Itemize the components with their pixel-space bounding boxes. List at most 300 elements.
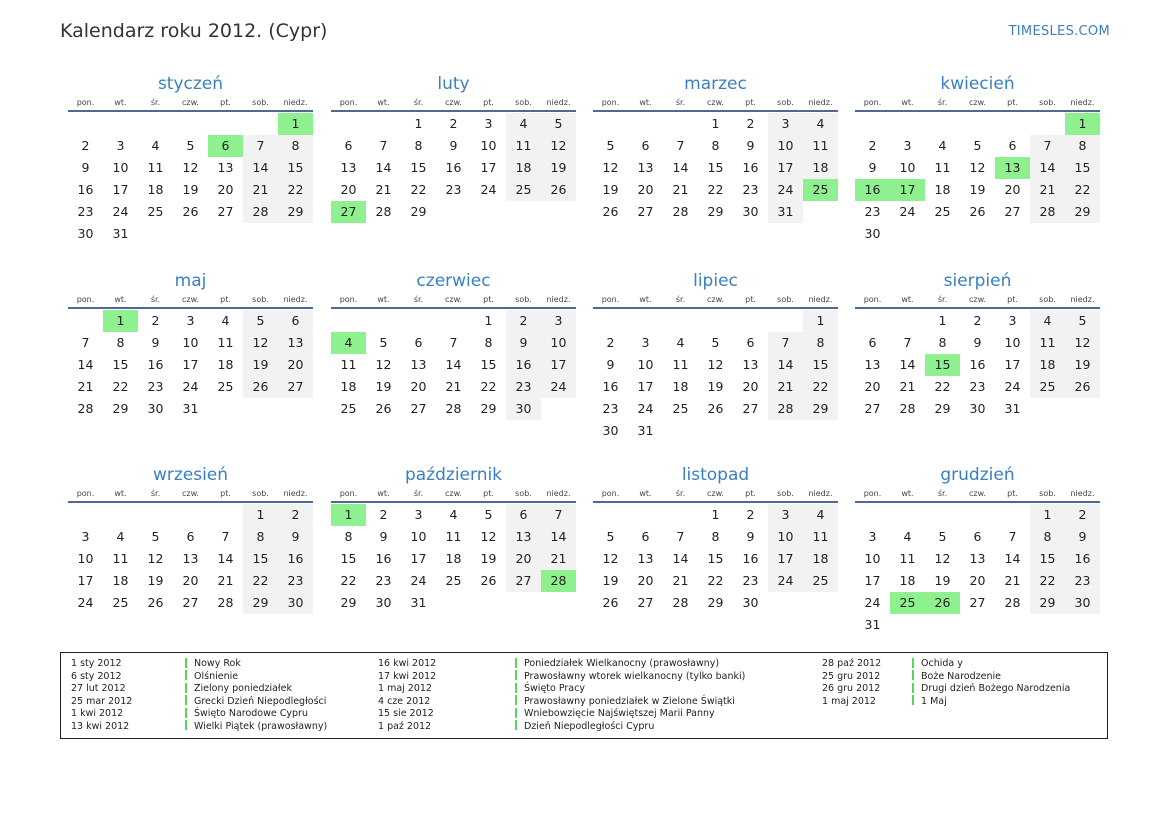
empty-cell: [331, 310, 366, 332]
day-cell: 22: [707, 573, 724, 588]
holiday-marker-icon: [185, 695, 187, 705]
holiday-day-cell: 1: [278, 113, 313, 135]
day-cell: 24: [899, 204, 916, 219]
day-cell: 5: [711, 335, 720, 350]
day-cell: 19: [182, 182, 199, 197]
day-cell: 27: [410, 401, 427, 416]
day-cell: 24: [77, 595, 94, 610]
day-cell: 20: [637, 182, 654, 197]
legend-dates-col-3: [822, 658, 881, 708]
day-cell: 12: [375, 357, 392, 372]
legend-date: 1 maj 2012: [378, 683, 432, 695]
day-cell: 27: [217, 204, 234, 219]
month-name: grudzień: [940, 465, 1015, 485]
empty-cell: [925, 113, 960, 135]
day-cell: 24: [637, 401, 654, 416]
weekday-label: pon.: [76, 489, 95, 498]
day-cell: 1: [484, 313, 493, 328]
day-cell: 15: [707, 160, 724, 175]
day-cell: 25: [340, 401, 357, 416]
day-cell: 30: [602, 423, 619, 438]
day-cell: 5: [1065, 310, 1100, 332]
day-cell: 8: [711, 138, 720, 153]
day-cell: 10: [899, 160, 916, 175]
day-cell: 14: [541, 526, 576, 548]
weekday-label: pon.: [339, 295, 358, 304]
weekday-label: niedz.: [283, 98, 308, 107]
day-cell: 2: [81, 138, 90, 153]
day-cell: 5: [938, 529, 947, 544]
empty-cell: [855, 504, 890, 526]
day-cell: 2: [1065, 504, 1100, 526]
day-cell: 31: [1004, 401, 1021, 416]
day-cell: 30: [278, 592, 313, 614]
day-grid: [593, 504, 838, 614]
day-cell: 14: [672, 160, 689, 175]
day-cell: 9: [973, 335, 982, 350]
day-cell: 23: [864, 204, 881, 219]
day-cell: 8: [938, 335, 947, 350]
day-cell: 28: [1004, 595, 1021, 610]
weekday-label: sob.: [1039, 295, 1056, 304]
day-cell: 20: [864, 379, 881, 394]
day-cell: 14: [768, 354, 803, 376]
day-cell: 18: [112, 573, 129, 588]
day-cell: 14: [217, 551, 234, 566]
legend-holiday-name: Prawosławny wtorek wielkanocny (tylko banki): [524, 670, 746, 682]
weekday-label: sob.: [777, 295, 794, 304]
weekday-label: czw.: [707, 295, 724, 304]
legend-holiday-name: Ochida y: [921, 658, 963, 669]
day-grid: [68, 113, 313, 245]
day-cell: 26: [541, 179, 576, 201]
day-cell: 8: [803, 332, 838, 354]
holiday-marker-icon: [515, 670, 517, 680]
month-7: [593, 271, 838, 442]
day-cell: 5: [484, 507, 493, 522]
day-cell: 27: [969, 595, 986, 610]
day-cell: 25: [1030, 376, 1065, 398]
day-cell: 7: [541, 504, 576, 526]
day-cell: 6: [868, 335, 877, 350]
day-cell: 18: [803, 548, 838, 570]
holiday-marker-icon: [515, 695, 517, 705]
day-cell: 19: [602, 182, 619, 197]
month-name: wrzesień: [152, 465, 229, 485]
holiday-marker-icon: [912, 658, 914, 668]
day-cell: 1: [711, 507, 720, 522]
day-cell: 19: [375, 379, 392, 394]
day-cell: 16: [742, 551, 759, 566]
day-cell: 19: [707, 379, 724, 394]
empty-cell: [768, 310, 803, 332]
day-cell: 17: [768, 548, 803, 570]
weekday-label: pon.: [601, 489, 620, 498]
day-cell: 12: [243, 332, 278, 354]
day-cell: 9: [81, 160, 90, 175]
day-cell: 3: [903, 138, 912, 153]
day-cell: 24: [541, 376, 576, 398]
legend-holiday-name: Święto Narodowe Cypru: [194, 708, 308, 720]
day-cell: 6: [506, 504, 541, 526]
day-cell: 8: [1030, 526, 1065, 548]
day-cell: 6: [344, 138, 353, 153]
day-cell: 19: [934, 573, 951, 588]
day-cell: 1: [711, 116, 720, 131]
day-cell: 30: [742, 595, 759, 610]
day-cell: 6: [1008, 138, 1017, 153]
weekday-label: wt.: [377, 295, 390, 304]
month-name: luty: [437, 74, 470, 94]
legend-holiday-name: Poniedziałek Wielkanocny (prawosławny): [524, 658, 720, 669]
day-cell: 15: [1065, 157, 1100, 179]
day-cell: 16: [77, 182, 94, 197]
empty-cell: [208, 113, 243, 135]
day-cell: 1: [243, 504, 278, 526]
day-cell: 21: [672, 573, 689, 588]
legend-date: 27 lut 2012: [71, 683, 126, 695]
day-cell: 29: [410, 204, 427, 219]
day-grid: [331, 504, 576, 614]
day-cell: 20: [410, 379, 427, 394]
day-cell: 29: [934, 401, 951, 416]
day-cell: 10: [768, 526, 803, 548]
month-name: kwiecień: [940, 74, 1015, 94]
day-cell: 11: [340, 357, 357, 372]
day-cell: 12: [147, 551, 164, 566]
day-cell: 11: [112, 551, 129, 566]
day-cell: 23: [278, 570, 313, 592]
weekday-label: pon.: [863, 98, 882, 107]
day-cell: 25: [445, 573, 462, 588]
day-cell: 18: [445, 551, 462, 566]
weekday-label: czw.: [969, 98, 986, 107]
empty-cell: [995, 113, 1030, 135]
empty-cell: [366, 113, 401, 135]
day-cell: 12: [182, 160, 199, 175]
weekday-label: czw.: [445, 98, 462, 107]
day-cell: 2: [973, 313, 982, 328]
day-cell: 3: [1008, 313, 1017, 328]
legend-date: 13 kwi 2012: [71, 720, 130, 732]
day-cell: 26: [602, 595, 619, 610]
day-cell: 5: [186, 138, 195, 153]
holiday-marker-icon: [515, 658, 517, 668]
holiday-marker-icon: [912, 695, 914, 705]
day-cell: 8: [278, 135, 313, 157]
weekday-label: pt.: [745, 295, 756, 304]
day-cell: 14: [77, 357, 94, 372]
empty-cell: [138, 113, 173, 135]
day-grid: [855, 113, 1100, 245]
empty-cell: [663, 504, 698, 526]
legend-date: 1 maj 2012: [822, 695, 876, 707]
weekday-label: niedz.: [808, 295, 833, 304]
day-cell: 11: [934, 160, 951, 175]
day-cell: 27: [637, 595, 654, 610]
weekday-label: wt.: [639, 98, 652, 107]
day-cell: 31: [637, 423, 654, 438]
weekday-label: śr.: [937, 489, 948, 498]
day-cell: 19: [969, 182, 986, 197]
legend-holiday-item: [515, 721, 745, 734]
day-cell: 11: [672, 357, 689, 372]
day-cell: 16: [506, 354, 541, 376]
holiday-day-cell: 6: [208, 135, 243, 157]
day-cell: 7: [1008, 529, 1017, 544]
month-name: czerwiec: [416, 271, 491, 291]
legend-names-col-3: [912, 658, 1070, 708]
day-cell: 26: [147, 595, 164, 610]
day-cell: 23: [375, 573, 392, 588]
day-cell: 23: [742, 573, 759, 588]
day-cell: 4: [1030, 310, 1065, 332]
legend-holiday-name: Boże Narodzenie: [921, 670, 1001, 682]
weekday-label: śr.: [413, 98, 424, 107]
weekday-label: wt.: [377, 98, 390, 107]
empty-cell: [331, 113, 366, 135]
day-cell: 8: [243, 526, 278, 548]
day-cell: 25: [672, 401, 689, 416]
weekday-label: pt.: [745, 489, 756, 498]
month-2: [331, 74, 576, 223]
legend-holiday-item: [515, 708, 745, 721]
weekday-label: sob.: [515, 98, 532, 107]
legend-holiday-item: [912, 683, 1070, 696]
day-cell: 19: [541, 157, 576, 179]
day-cell: 28: [768, 398, 803, 420]
legend-holiday-item: [185, 658, 327, 671]
day-cell: 12: [602, 160, 619, 175]
day-cell: 13: [278, 332, 313, 354]
day-cell: 3: [868, 529, 877, 544]
legend-date: 25 gru 2012: [822, 670, 881, 682]
day-cell: 6: [186, 529, 195, 544]
day-cell: 26: [602, 204, 619, 219]
day-cell: 26: [375, 401, 392, 416]
month-name: październik: [404, 465, 503, 485]
weekday-label: śr.: [675, 489, 686, 498]
day-cell: 27: [182, 595, 199, 610]
day-cell: 9: [868, 160, 877, 175]
day-cell: 29: [340, 595, 357, 610]
day-cell: 29: [243, 592, 278, 614]
empty-cell: [663, 113, 698, 135]
holiday-marker-icon: [912, 683, 914, 693]
day-cell: 26: [969, 204, 986, 219]
legend-holiday-item: [912, 696, 1070, 709]
day-cell: 16: [147, 357, 164, 372]
day-cell: 7: [903, 335, 912, 350]
day-cell: 28: [217, 595, 234, 610]
day-cell: 10: [480, 138, 497, 153]
day-grid: [855, 310, 1100, 420]
day-cell: 18: [217, 357, 234, 372]
day-cell: 16: [278, 548, 313, 570]
weekday-label: śr.: [937, 295, 948, 304]
day-cell: 14: [1004, 551, 1021, 566]
legend-names-col-1: [185, 658, 327, 734]
weekday-label: pon.: [863, 489, 882, 498]
day-cell: 8: [414, 138, 423, 153]
holiday-marker-icon: [515, 720, 517, 730]
day-cell: 30: [1065, 592, 1100, 614]
weekday-label: sob.: [252, 489, 269, 498]
day-cell: 13: [217, 160, 234, 175]
day-grid: [331, 113, 576, 223]
day-cell: 29: [1065, 201, 1100, 223]
legend-holiday-name: Wniebowzięcie Najświętszej Marii Panny: [524, 708, 715, 720]
brand-link[interactable]: TIMESLES.COM: [1008, 24, 1110, 39]
weekday-label: śr.: [937, 98, 948, 107]
day-cell: 9: [506, 332, 541, 354]
holiday-day-cell: 1: [1065, 113, 1100, 135]
weekday-label: pt.: [745, 98, 756, 107]
holiday-marker-icon: [185, 720, 187, 730]
legend-holiday-item: [515, 671, 745, 684]
day-cell: 28: [672, 204, 689, 219]
day-cell: 6: [414, 335, 423, 350]
weekday-label: pon.: [601, 295, 620, 304]
holiday-marker-icon: [185, 683, 187, 693]
empty-cell: [436, 310, 471, 332]
day-cell: 28: [899, 401, 916, 416]
legend-holiday-name: Nowy Rok: [194, 658, 241, 669]
day-cell: 12: [707, 357, 724, 372]
day-cell: 17: [182, 357, 199, 372]
weekday-header: [855, 293, 1100, 309]
page-title: Kalendarz roku 2012. (Cypr): [60, 20, 328, 42]
day-cell: 4: [151, 138, 160, 153]
day-cell: 27: [1004, 204, 1021, 219]
day-cell: 13: [969, 551, 986, 566]
holiday-day-cell: 27: [331, 201, 366, 223]
day-cell: 14: [899, 357, 916, 372]
day-cell: 11: [803, 135, 838, 157]
legend-date: 1 kwi 2012: [71, 708, 124, 720]
day-cell: 24: [182, 379, 199, 394]
legend-holiday-item: [912, 658, 1070, 671]
day-cell: 7: [81, 335, 90, 350]
day-cell: 20: [637, 573, 654, 588]
day-cell: 29: [1030, 592, 1065, 614]
weekday-label: niedz.: [283, 295, 308, 304]
day-cell: 2: [449, 116, 458, 131]
weekday-header: [331, 96, 576, 112]
day-cell: 21: [1004, 573, 1021, 588]
legend-date: 17 kwi 2012: [378, 670, 437, 682]
weekday-label: pon.: [863, 295, 882, 304]
day-cell: 23: [602, 401, 619, 416]
day-cell: 15: [340, 551, 357, 566]
day-cell: 28: [375, 204, 392, 219]
day-cell: 23: [147, 379, 164, 394]
day-cell: 3: [641, 335, 650, 350]
legend-date: 4 cze 2012: [378, 695, 431, 707]
month-12: [855, 465, 1100, 636]
holiday-day-cell: 25: [890, 592, 925, 614]
day-cell: 10: [541, 332, 576, 354]
day-cell: 21: [445, 379, 462, 394]
day-cell: 9: [151, 335, 160, 350]
legend-date: 1 paź 2012: [378, 720, 432, 732]
day-cell: 24: [112, 204, 129, 219]
day-cell: 9: [379, 529, 388, 544]
legend-holiday-name: Grecki Dzień Niepodległości: [194, 695, 327, 707]
day-cell: 24: [480, 182, 497, 197]
weekday-label: pon.: [76, 295, 95, 304]
day-cell: 29: [803, 398, 838, 420]
weekday-label: pon.: [339, 489, 358, 498]
day-cell: 26: [707, 401, 724, 416]
day-cell: 17: [768, 157, 803, 179]
day-cell: 12: [1065, 332, 1100, 354]
day-cell: 13: [637, 160, 654, 175]
day-cell: 22: [278, 179, 313, 201]
month-11: [593, 465, 838, 614]
day-cell: 10: [1004, 335, 1021, 350]
day-cell: 31: [768, 201, 803, 223]
day-cell: 23: [506, 376, 541, 398]
day-cell: 7: [1030, 135, 1065, 157]
legend-date: 25 mar 2012: [71, 695, 133, 707]
weekday-label: wt.: [114, 489, 127, 498]
day-cell: 9: [606, 357, 615, 372]
weekday-label: pon.: [601, 98, 620, 107]
weekday-label: niedz.: [546, 489, 571, 498]
weekday-label: niedz.: [546, 98, 571, 107]
empty-cell: [628, 310, 663, 332]
day-cell: 27: [506, 570, 541, 592]
day-cell: 27: [637, 204, 654, 219]
day-cell: 2: [151, 313, 160, 328]
day-cell: 14: [1030, 157, 1065, 179]
day-cell: 15: [480, 357, 497, 372]
weekday-header: [68, 96, 313, 112]
day-cell: 12: [541, 135, 576, 157]
day-cell: 28: [243, 201, 278, 223]
day-cell: 18: [340, 379, 357, 394]
weekday-label: czw.: [445, 489, 462, 498]
legend-date: 1 sty 2012: [71, 658, 122, 669]
day-cell: 17: [480, 160, 497, 175]
day-cell: 19: [602, 573, 619, 588]
day-cell: 14: [445, 357, 462, 372]
day-cell: 16: [969, 357, 986, 372]
month-6: [331, 271, 576, 420]
empty-cell: [960, 504, 995, 526]
weekday-label: wt.: [901, 98, 914, 107]
weekday-label: wt.: [901, 489, 914, 498]
day-cell: 31: [410, 595, 427, 610]
day-cell: 4: [803, 113, 838, 135]
day-cell: 11: [1030, 332, 1065, 354]
month-1: [68, 74, 313, 245]
legend-holiday-item: [515, 658, 745, 671]
empty-cell: [103, 504, 138, 526]
day-cell: 26: [182, 204, 199, 219]
day-cell: 2: [278, 504, 313, 526]
day-cell: 12: [934, 551, 951, 566]
legend-date: 16 kwi 2012: [378, 658, 437, 669]
day-cell: 14: [243, 157, 278, 179]
day-cell: 4: [221, 313, 230, 328]
weekday-label: niedz.: [808, 489, 833, 498]
day-cell: 4: [116, 529, 125, 544]
day-cell: 3: [414, 507, 423, 522]
weekday-label: niedz.: [1070, 98, 1095, 107]
empty-cell: [890, 113, 925, 135]
